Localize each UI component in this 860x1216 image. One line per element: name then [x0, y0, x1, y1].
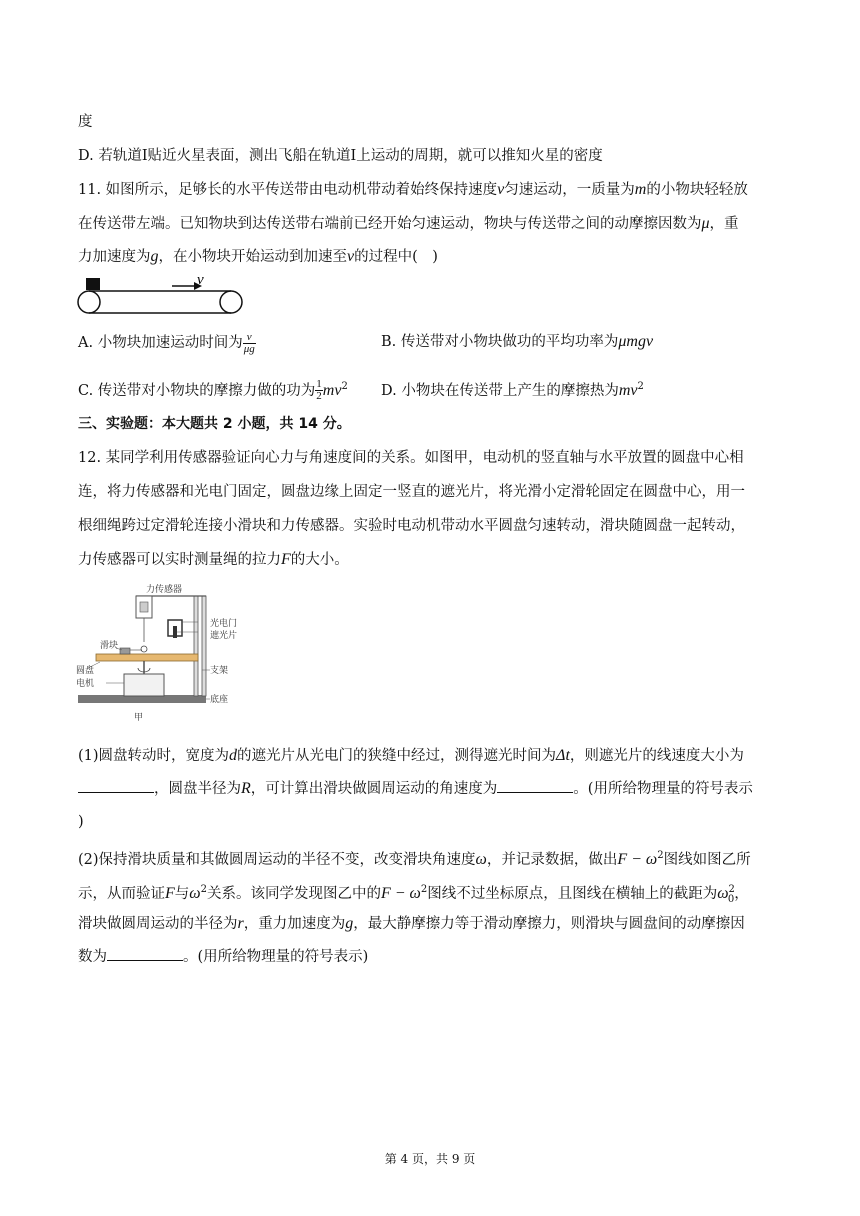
label-gate: 光电门 — [210, 619, 238, 629]
right-roller — [220, 291, 242, 313]
disk — [96, 654, 198, 661]
q11-option-d: D. 小物块在传送带上产生的摩擦热为$mv^2$ — [381, 381, 644, 399]
apparatus-figure — [76, 582, 246, 724]
q12-sub1-line-1: (1)圆盘转动时，宽度为d的遮光片从光电门的狭缝中经过，测得遮光时间为Δt，则遮光片的线速度大小为 — [78, 747, 744, 764]
q11-line-1: 11. 如图所示，足够长的水平传送带由电动机带动着始终保持速度v匀速运动，一质量为m的小物块轻轻放 — [78, 181, 748, 198]
left-roller — [78, 291, 100, 313]
q12-sub2-line-1: (2)保持滑块质量和其做圆周运动的半径不变，改变滑块角速度ω，并记录数据，做出$F - \omega^2$图线如图乙所 — [78, 850, 751, 868]
stand — [194, 596, 198, 696]
q12-sub2-line-3: 滑块做圆周运动的半径为r，重力加速度为g，最大静摩擦力等于滑动摩擦力，则滑块与圆盘间的动摩擦因 — [78, 915, 745, 932]
q12-sub2-line-2: 示，从而验证F与$\omega^2$关系。该同学发现图乙中的$F - \omega^2$图线不过坐标原点，且图线在横轴上的截距为$\omega^2_0$， — [78, 884, 749, 905]
q11-option-b: B. 传送带对小物块做功的平均功率为μmgv — [381, 333, 654, 350]
q12-sub2-line-4: 数为 。(用所给物理量的符号表示) — [78, 946, 368, 967]
q12-sub1-line-3: ) — [78, 814, 84, 830]
label-slider: 滑块 — [100, 641, 119, 651]
label-disk: 圆盘 — [76, 666, 95, 676]
motor — [124, 674, 164, 696]
label-stand: 支架 — [210, 666, 229, 676]
answer-blank-1[interactable] — [78, 778, 154, 793]
q11-option-c: C. 传送带对小物块的摩擦力做的功为 $\frac{1}{2}$ $mv^2$ — [78, 378, 348, 403]
text-line: 度 — [78, 114, 93, 130]
section-heading: 三、实验题：本大题共 2 小题，共 14 分。 — [78, 416, 351, 432]
label-shade: 遮光片 — [210, 631, 238, 641]
answer-blank-2[interactable] — [497, 778, 573, 793]
answer-blank-3[interactable] — [107, 946, 183, 961]
q12-line-4: 力传感器可以实时测量绳的拉力F的大小。 — [78, 551, 349, 568]
q11-line-3: 力加速度为g，在小物块开始运动到加速至v的过程中( ) — [78, 248, 438, 265]
page-footer: 第 4 页，共 9 页 — [384, 1152, 476, 1166]
label-base: 底座 — [210, 695, 229, 705]
label-sensor: 力传感器 — [146, 585, 183, 595]
option-d-prev: D. 若轨道Ⅰ贴近火星表面，测出飞船在轨道Ⅰ上运动的周期，就可以推知火星的密度 — [78, 148, 603, 164]
velocity-label: v — [197, 274, 204, 288]
conveyor-belt-figure — [76, 274, 248, 318]
q12-sub1-line-2: ，圆盘半径为R，可计算出滑块做圆周运动的角速度为 。(用所给物理量的符号表示 — [78, 778, 753, 799]
q12-line-2: 连，将力传感器和光电门固定，圆盘边缘上固定一竖直的遮光片，将光滑小定滑轮固定在圆盘中心，用一 — [78, 484, 745, 500]
q12-line-3: 根细绳跨过定滑轮连接小滑块和力传感器。实验时电动机带动水平圆盘匀速转动，滑块随圆盘一起转动， — [78, 518, 745, 534]
label-motor: 电机 — [76, 679, 95, 689]
shade-piece — [173, 626, 177, 638]
figure-caption: 甲 — [134, 713, 144, 723]
q11-line-2: 在传送带左端。已知物块到达传送带右端前已经开始匀速运动，物块与传送带之间的动摩擦因数为μ，重 — [78, 215, 739, 232]
q11-option-a: A. 小物块加速运动时间为 $\frac{v}{\mu g}$ — [78, 330, 255, 355]
q12-line-1: 12. 某同学利用传感器验证向心力与角速度间的关系。如图甲，电动机的竖直轴与水平放置的圆盘中心相 — [78, 450, 744, 466]
block-icon — [86, 278, 100, 290]
slider-block — [120, 648, 130, 654]
